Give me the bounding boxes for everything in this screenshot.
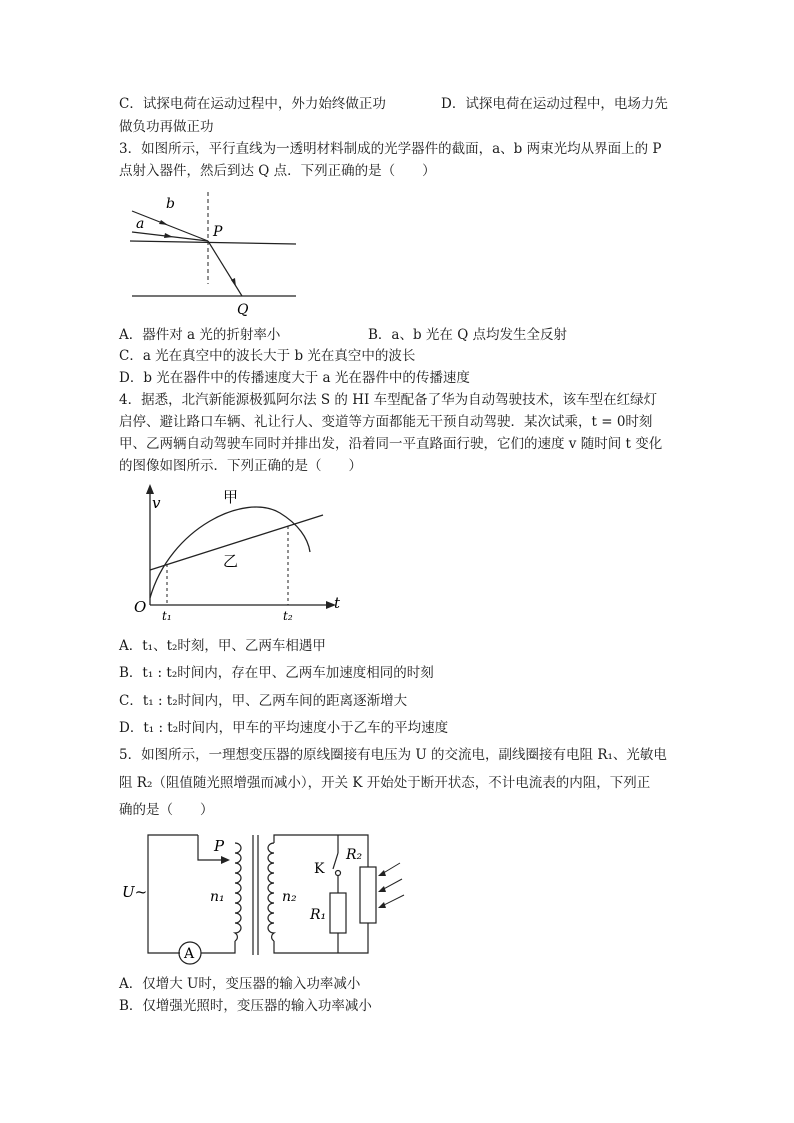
- q4-option-b: B．t₁ : t₂时间内，存在甲、乙两车加速度相同的时刻: [119, 665, 434, 681]
- q4-stem-line-3: 甲、乙两辆自动驾驶车同时并排出发，沿着同一平直路面行驶，它们的速度 v 随时间 t 变化: [119, 436, 663, 452]
- switch-k-blade: [333, 853, 338, 869]
- q4-stem-line-4: 的图像如图所示．下列正确的是（ ）: [119, 458, 362, 474]
- label-jia: 甲: [223, 488, 239, 506]
- q3-stem-line-2: 点射入器件，然后到达 Q 点．下列正确的是（ ）: [119, 163, 436, 179]
- upper-interface-line: [130, 241, 296, 244]
- slider-p-arrow: [221, 856, 230, 864]
- label-yi: 乙: [223, 552, 239, 570]
- q3-optics-figure: [118, 186, 300, 318]
- q5-stem-line-1: 5．如图所示，一理想变压器的原线圈接有电压为 U 的交流电，副线圈接有电阻 R₁、光敏电: [119, 747, 667, 763]
- label-p: P: [213, 224, 223, 240]
- q3-option-a: A．器件对 a 光的折射率小: [119, 327, 281, 343]
- label-t1: t₁: [162, 609, 172, 623]
- q2-option-c: C．试探电荷在运动过程中，外力始终做正功: [119, 96, 386, 112]
- resistor-r1: [330, 893, 346, 933]
- label-b: b: [166, 196, 175, 212]
- q3-stem-line-1: 3．如图所示，平行直线为一透明材料制成的光学器件的截面，a、b 两束光均从界面上的 P: [119, 141, 662, 157]
- label-t2: t₂: [283, 609, 293, 623]
- q4-option-a: A．t₁、t₂时刻，甲、乙两车相遇甲: [119, 638, 326, 654]
- q3-option-c: C．a 光在真空中的波长大于 b 光在真空中的波长: [119, 348, 416, 364]
- label-q: Q: [237, 302, 249, 318]
- label-r1: R₁: [310, 907, 327, 923]
- q2-option-d-continued: 做负功再做正功: [119, 119, 214, 135]
- q4-option-c: C．t₁ : t₂时间内，甲、乙两车间的距离逐渐增大: [119, 693, 408, 709]
- ray-b-arrow: [159, 220, 168, 225]
- label-a: a: [136, 216, 145, 232]
- q3-option-b: B．a、b 光在 Q 点均发生全反射: [368, 327, 568, 343]
- light-ray-1-arrow: [378, 870, 386, 876]
- primary-coil: [235, 843, 241, 941]
- light-ray-3-arrow: [378, 902, 386, 908]
- q3-option-d: D．b 光在器件中的传播速度大于 a 光在器件中的传播速度: [119, 370, 470, 386]
- v-axis-arrow: [146, 484, 154, 494]
- q5-transformer-circuit: [118, 823, 408, 969]
- q4-velocity-time-graph: [120, 480, 350, 626]
- q4-stem-line-2: 启停、避让路口车辆、礼让行人、变道等方面都能无干预自动驾驶．某次试乘，t = 0时刻: [119, 414, 653, 430]
- q4-option-d: D．t₁ : t₂时间内，甲车的平均速度小于乙车的平均速度: [119, 720, 449, 736]
- q5-stem-line-3: 确的是（ ）: [119, 802, 214, 818]
- q4-stem-line-1: 4．据悉，北汽新能源极狐阿尔法 S 的 HI 车型配备了华为自动驾驶技术，该车型在红绿灯: [119, 392, 658, 408]
- q5-option-a: A．仅增大 U时，变压器的输入功率减小: [119, 976, 361, 992]
- switch-k-contact: [336, 871, 341, 876]
- primary-wire-left: [148, 835, 198, 953]
- label-origin: O: [134, 598, 147, 616]
- light-ray-2-arrow: [378, 886, 386, 892]
- label-v: v: [152, 494, 161, 512]
- label-t: t: [334, 594, 341, 612]
- label-n2: n₂: [282, 889, 297, 905]
- secondary-coil: [268, 843, 274, 941]
- primary-wire-bottom: [201, 941, 235, 953]
- secondary-wire-bottom: [274, 923, 368, 953]
- refracted-ray: [208, 241, 242, 296]
- label-n1: n₁: [210, 889, 225, 905]
- label-r2: R₂: [346, 847, 363, 863]
- photoresistor-r2: [360, 867, 376, 923]
- q2-option-d: D．试探电荷在运动过程中，电场力先: [441, 96, 668, 112]
- ammeter-label: A: [184, 946, 195, 962]
- label-u: U~: [122, 883, 148, 901]
- q5-stem-line-2: 阻 R₂（阻值随光照增强而减小），开关 K 开始处于断开状态，不计电流表的内阻，下列正: [119, 775, 651, 791]
- label-k: K: [314, 861, 325, 877]
- label-p: P: [214, 837, 225, 855]
- q5-option-b: B．仅增强光照时，变压器的输入功率减小: [119, 998, 372, 1014]
